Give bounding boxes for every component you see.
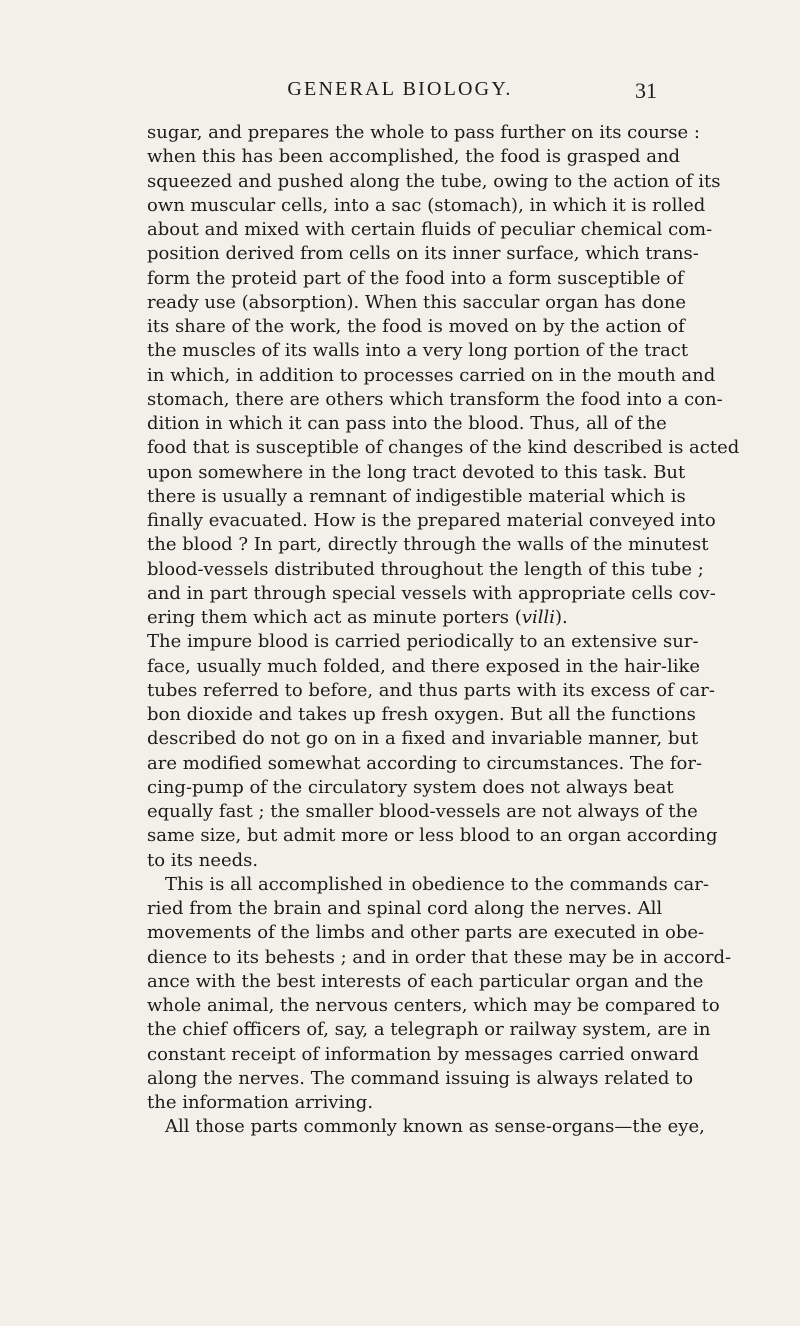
text-line: This is all accomplished in obedience to the commands car- bbox=[165, 873, 709, 895]
text-line: food that is susceptible of changes of the kind described is acted bbox=[147, 437, 740, 459]
text-line: sugar, and prepares the whole to pass further on its course : bbox=[147, 122, 700, 143]
page-number: 31 bbox=[635, 78, 657, 103]
text-line: tubes referred to before, and thus parts with its excess of car- bbox=[147, 679, 715, 701]
text-line: ready use (absorption). When this saccular organ has done bbox=[147, 291, 687, 313]
text-line: equally fast ; the smaller blood-vessels are not always of the bbox=[147, 801, 698, 822]
text-line: same size, but admit more or less blood to an organ according bbox=[147, 825, 718, 847]
text-line: to its needs. bbox=[147, 849, 259, 871]
page-header bbox=[0, 78, 800, 102]
text-line: position derived from cells on its inner surface, which trans- bbox=[147, 243, 699, 265]
text-line: dience to its behests ; and in order that these may be in accord- bbox=[147, 946, 732, 968]
text-line: the information arriving. bbox=[147, 1092, 374, 1113]
body-text bbox=[147, 121, 740, 1140]
text-line: bon dioxide and takes up fresh oxygen. But all the functions bbox=[147, 704, 696, 725]
text-line: squeezed and pushed along the tube, owing to the action of its bbox=[147, 170, 721, 192]
text-line: the chief officers of, say, a telegraph or railway system, are in bbox=[147, 1019, 711, 1041]
text-line: the muscles of its walls into a very long portion of the tract bbox=[147, 340, 689, 362]
text-line: All those parts commonly known as sense-organs—the eye, bbox=[165, 1116, 705, 1138]
text-line: in which, in addition to processes carried on in the mouth and bbox=[147, 364, 716, 386]
text-line: the blood ? In part, directly through the walls of the minutest bbox=[147, 534, 709, 556]
text-line: described do not go on in a fixed and invariable manner, but bbox=[147, 728, 699, 750]
text-line: movements of the limbs and other parts are executed in obe- bbox=[147, 922, 705, 944]
italic-term: villi bbox=[521, 607, 555, 628]
text-line: cing-pump of the circulatory system does not always beat bbox=[147, 776, 674, 798]
text-line: ried from the brain and spinal cord along the nerves. All bbox=[147, 898, 663, 919]
text-line: face, usually much folded, and there exposed in the hair-like bbox=[147, 655, 701, 677]
text-line: ering them which act as minute porters (villi). bbox=[147, 607, 568, 628]
text-line: constant receipt of information by messages carried onward bbox=[147, 1043, 699, 1065]
running-head: GENERAL BIOLOGY. bbox=[287, 78, 513, 100]
text-line: are modified somewhat according to circumstances. The for- bbox=[147, 752, 703, 774]
text-line: upon somewhere in the long tract devoted to this task. But bbox=[147, 461, 686, 483]
text-line: dition in which it can pass into the blood. Thus, all of the bbox=[147, 413, 667, 434]
text-line: form the proteid part of the food into a form susceptible of bbox=[147, 267, 684, 289]
text-line: blood-vessels distributed throughout the length of this tube ; bbox=[147, 558, 704, 580]
text-line: own muscular cells, into a sac (stomach), in which it is rolled bbox=[147, 194, 706, 216]
text-line: there is usually a remnant of indigestible material which is bbox=[147, 485, 686, 507]
text-line: along the nerves. The command issuing is always related to bbox=[147, 1067, 694, 1089]
text-line: and in part through special vessels with appropriate cells cov- bbox=[147, 582, 716, 604]
text-line: The impure blood is carried periodically to an extensive sur- bbox=[147, 631, 699, 653]
text-line: about and mixed with certain fluids of peculiar chemical com- bbox=[147, 219, 713, 240]
text-line: ance with the best interests of each particular organ and the bbox=[147, 970, 704, 992]
text-line: finally evacuated. How is the prepared material conveyed into bbox=[147, 510, 716, 531]
text-line: stomach, there are others which transform the food into a con- bbox=[147, 388, 723, 410]
text-line: its share of the work, the food is moved on by the action of bbox=[147, 316, 685, 337]
text-line: whole animal, the nervous centers, which may be compared to bbox=[147, 995, 720, 1016]
text-line: when this has been accomplished, the food is grasped and bbox=[147, 146, 681, 168]
